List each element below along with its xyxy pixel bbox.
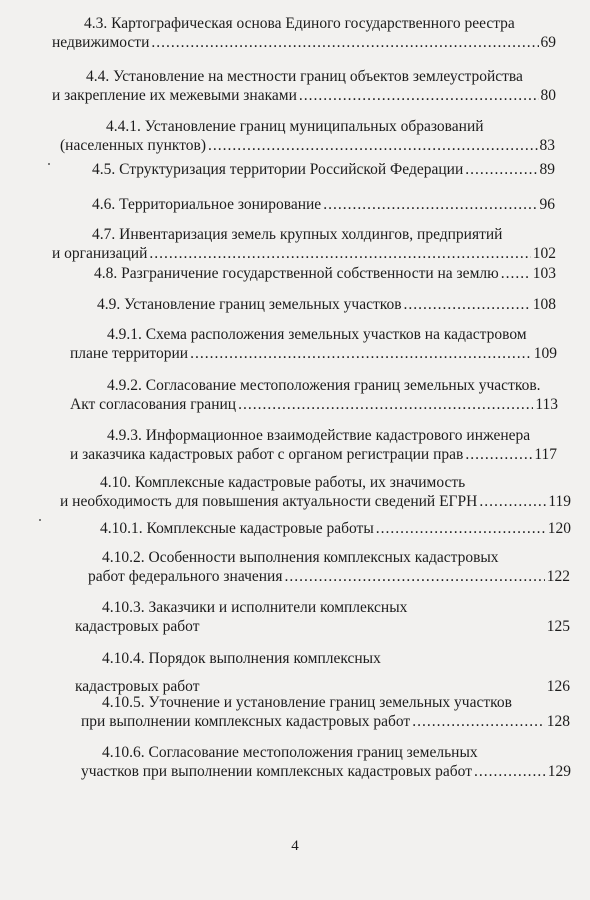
toc-entry-title: 4.4.1. Установление границ муниципальных образований [106, 118, 484, 135]
toc-entry-4-10-4 [75, 649, 570, 696]
toc-entry-4-5 [92, 160, 555, 179]
toc-entry-title: 4.6. Территориальное зонирование [92, 196, 322, 213]
toc-entry-title: 4.10.1. Комплексные кадастровые работы [100, 520, 374, 537]
toc-entry-title-cont: кадастровых работ [75, 678, 200, 695]
toc-entry-title: 4.9. Установление границ земельных участков [97, 296, 402, 313]
toc-page-number: 128 [546, 713, 570, 730]
toc-page-number: 83 [539, 137, 555, 154]
toc-page-number: 103 [532, 265, 556, 282]
toc-page-number: 126 [546, 678, 570, 695]
toc-entry-title-cont: при выполнении комплексных кадастровых работ [81, 713, 411, 730]
toc-entry-title-cont: плане территории [70, 345, 189, 362]
toc-entry-title: 4.9.2. Согласование местоположения границ земельных участков. [107, 377, 541, 394]
toc-entry-4-9 [97, 295, 556, 314]
toc-entry-title: 4.9.3. Информационное взаимодействие кадастрового инженера [107, 427, 531, 444]
paper-speck [39, 519, 41, 521]
toc-entry-title: 4.10.6. Согласование местоположения границ земельных [102, 744, 478, 761]
page-number: 4 [291, 838, 299, 854]
toc-entry-4-9-2 [70, 376, 558, 414]
toc-page-number: 129 [547, 763, 571, 780]
toc-entry-title-cont: и необходимость для повышения актуальности сведений ЕГРН [60, 493, 478, 510]
toc-entry-title: 4.10.5. Уточнение и установление границ земельных участков [102, 694, 512, 711]
toc-entry-title: 4.7. Инвентаризация земель крупных холдингов, предприятий [92, 226, 503, 243]
toc-entry-4-10-5 [75, 693, 570, 731]
toc-page-number: 122 [546, 568, 570, 585]
toc-entry-title: 4.10.4. Порядок выполнения комплексных [102, 650, 381, 667]
toc-entry-title-cont: и закрепление их межевыми знаками [52, 87, 297, 104]
toc-entry-title-cont: участков при выполнении комплексных кадастровых работ [81, 763, 472, 780]
toc-entry-title: 4.10.3. Заказчики и исполнители комплексных [102, 599, 408, 616]
toc-entry-4-7 [52, 225, 556, 263]
paper-speck [48, 163, 50, 165]
toc-page-number: 102 [532, 245, 556, 262]
toc-entry-title-cont: (населенных пунктов) [60, 137, 206, 154]
toc-entry-title: 4.10. Комплексные кадастровые работы, их значимость [100, 474, 466, 491]
toc-entry-title-cont: и организаций [52, 245, 148, 262]
toc-entry-4-3 [52, 14, 556, 52]
toc-entry-title: 4.4. Установление на местности границ объектов землеустройства [86, 68, 523, 85]
toc-page-number: 96 [539, 196, 555, 213]
toc-page-number: 69 [540, 34, 556, 51]
toc-page-number: 108 [532, 296, 556, 313]
toc-entry-4-9-1 [70, 325, 557, 363]
toc-entry-title-cont: и заказчика кадастровых работ с органом регистрации прав [70, 446, 464, 463]
toc-page-number: 109 [533, 345, 557, 362]
toc-entry-title-cont: Акт согласования границ [70, 396, 237, 413]
toc-entry-title-cont: работ федерального значения [88, 568, 283, 585]
toc-page-number: 117 [534, 446, 557, 463]
toc-page-number: 119 [548, 493, 571, 510]
toc-entry-title: 4.9.1. Схема расположения земельных участков на кадастровом [107, 326, 527, 343]
toc-entry-title: 4.3. Картографическая основа Единого государственного реестра [84, 15, 515, 32]
toc-page-number: 80 [540, 87, 556, 104]
toc-page-number: 113 [535, 396, 558, 413]
toc-entry-4-9-3 [70, 426, 557, 464]
toc-entry-title-cont: недвижимости [52, 34, 150, 51]
toc-entry-4-10-6 [75, 743, 571, 781]
toc-entry-4-6 [92, 195, 555, 214]
toc-entry-title: 4.10.2. Особенности выполнения комплексных кадастровых [102, 549, 499, 566]
toc-entry-4-10-2 [88, 548, 570, 586]
toc-page-number: 120 [547, 520, 571, 537]
toc-entry-4-10-1 [100, 519, 571, 538]
toc-entry-4-10-3 [75, 598, 570, 636]
toc-entry-4-8 [94, 264, 556, 283]
toc-page-number: 125 [546, 618, 570, 635]
toc-page-number: 89 [539, 161, 555, 178]
toc-entry-4-10 [60, 473, 571, 511]
toc-entry-title: 4.8. Разграничение государственной собственности на землю [94, 265, 499, 282]
toc-entry-4-4-1 [60, 117, 555, 155]
toc-entry-title: 4.5. Структуризация территории Российской Федерации [92, 161, 464, 178]
toc-entry-title-cont: кадастровых работ [75, 618, 200, 635]
toc-entry-4-4 [52, 67, 556, 105]
